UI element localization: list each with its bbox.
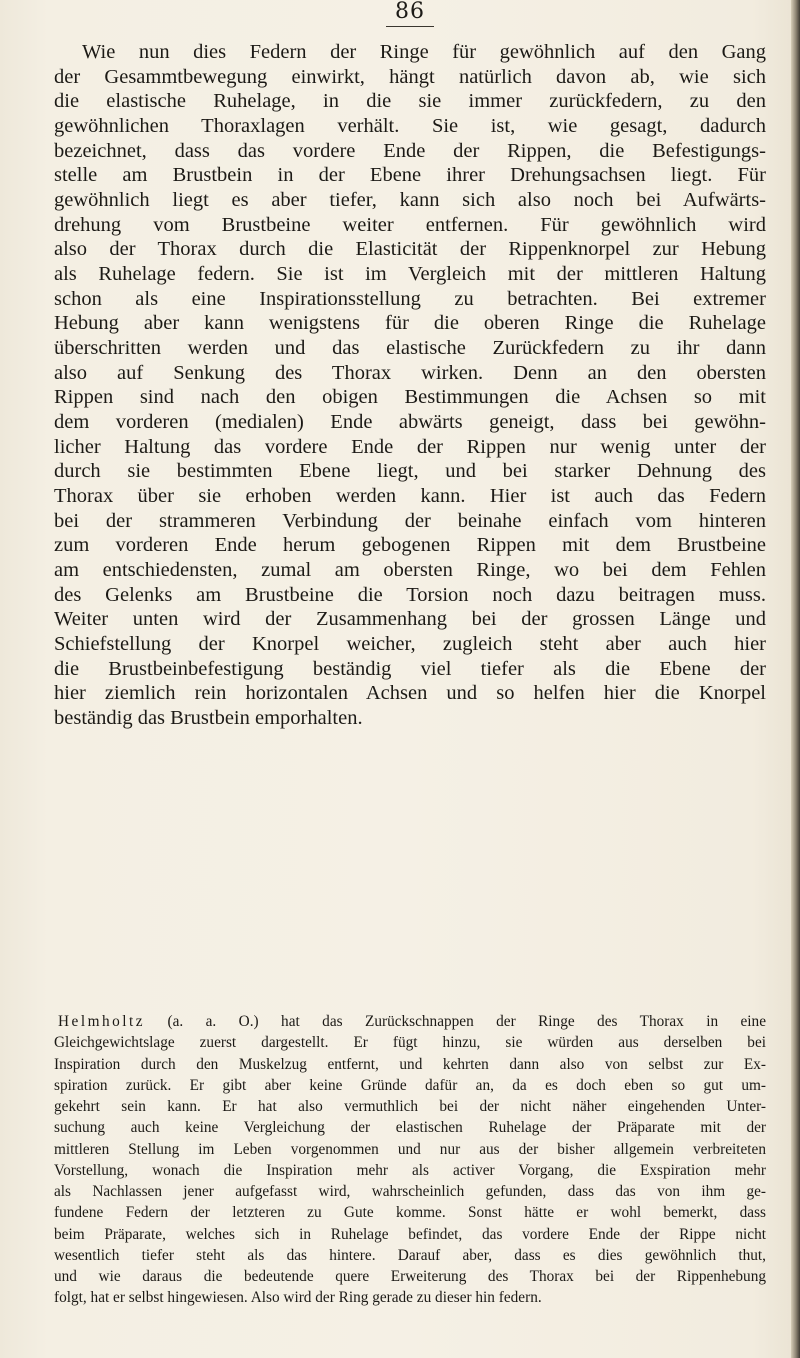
- text-line: beständig das Brustbein emporhalten.: [54, 707, 363, 730]
- note-line: Gleichgewichtslage zuerst dargestellt. Er fügt hinzu, sie würden aus derselben bei: [54, 1034, 766, 1052]
- text-line: die elastische Ruhelage, in die sie immer zurückfedern, zu den: [54, 90, 766, 113]
- text-line: dem vorderen (medialen) Ende abwärts geneigt, dass bei gewöhn-: [54, 411, 766, 434]
- note-author: Helmholtz: [58, 1013, 146, 1030]
- text-line: am entschiedensten, zumal am obersten Ringe, wo bei dem Fehlen: [54, 559, 766, 582]
- text-line: Wie nun dies Federn der Ringe für gewöhnlich auf den Gang: [82, 41, 766, 63]
- text-line: Schiefstellung der Knorpel weicher, zugleich steht aber auch hier: [54, 633, 766, 656]
- text-line: licher Haltung das vordere Ende der Rippen nur wenig unter der: [54, 435, 766, 458]
- text-line: drehung vom Brustbeine weiter entfernen. Für gewöhnlich wird: [54, 213, 766, 236]
- text-line: gewöhnlichen Thoraxlagen verhält. Sie ist, wie gesagt, dadurch: [54, 115, 766, 138]
- footnote-paragraph: [54, 1011, 766, 1309]
- text-line: der Gesammtbewegung einwirkt, hängt natürlich davon ab, wie sich: [54, 65, 766, 88]
- note-line: spiration zurück. Er gibt aber keine Gründe dafür an, da es doch eben so gut um-: [54, 1076, 766, 1094]
- text-line: schon als eine Inspirationsstellung zu betrachten. Bei extremer: [54, 287, 766, 310]
- text-line: Rippen sind nach den obigen Bestimmungen die Achsen so mit: [54, 386, 766, 409]
- text-line: also der Thorax durch die Elasticität der Rippenknorpel zur Hebung: [54, 238, 766, 261]
- page-number-underline: [386, 26, 434, 27]
- text-line: also auf Senkung des Thorax wirken. Denn an den obersten: [54, 361, 766, 384]
- text-line: zum vorderen Ende herum gebogenen Rippen mit dem Brustbeine: [54, 534, 766, 557]
- text-line: die Brustbeinbefestigung beständig viel tiefer als die Ebene der: [54, 657, 766, 680]
- note-line: Vorstellung, wonach die Inspiration mehr als activer Vorgang, die Exspiration mehr: [54, 1161, 766, 1179]
- page-number: 86: [395, 0, 425, 24]
- text-line: des Gelenks am Brustbeine die Torsion noch dazu beitragen muss.: [54, 583, 766, 606]
- note-line: suchung auch keine Vergleichung der elastischen Ruhelage der Präparate mit der: [54, 1119, 766, 1137]
- text-line: bezeichnet, dass das vordere Ende der Rippen, die Befestigungs-: [54, 139, 766, 162]
- note-line: mittleren Stellung im Leben vorgenommen und nur aus der bisher allgemein verbreiteten: [54, 1140, 766, 1158]
- page-edge-shadow: [791, 0, 800, 1358]
- note-line: fundene Federn der letzteren zu Gute komme. Sonst hätte er wohl bemerkt, dass: [54, 1204, 766, 1222]
- text-line: als Ruhelage federn. Sie ist im Vergleich mit der mittleren Haltung: [54, 263, 766, 286]
- text-line: Weiter unten wird der Zusammenhang bei der grossen Länge und: [54, 608, 766, 631]
- text-line: durch sie bestimmten Ebene liegt, und bei starker Dehnung des: [54, 460, 766, 483]
- note-first-line-rest: (a. a. O.) hat das Zurückschnappen der Ringe des Thorax in eine: [145, 1013, 766, 1030]
- note-line: beim Präparate, welches sich in Ruhelage befindet, das vordere Ende der Rippe nicht: [54, 1225, 766, 1243]
- main-paragraph: [54, 40, 766, 731]
- text-line: Hebung aber kann wenigstens für die oberen Ringe die Ruhelage: [54, 312, 766, 335]
- text-line: bei der strammeren Verbindung der beinahe einfach vom hinteren: [54, 509, 766, 532]
- note-line: wesentlich tiefer steht als das hintere. Darauf aber, dass es dies gewöhnlich thut,: [54, 1246, 766, 1264]
- note-first-line: [54, 1011, 766, 1032]
- note-line: folgt, hat er selbst hingewiesen. Also wird der Ring gerade zu dieser hin federn.: [54, 1289, 542, 1307]
- text-line: überschritten werden und das elastische Zurückfedern zu ihr dann: [54, 337, 766, 360]
- note-line: als Nachlassen jener aufgefasst wird, wahrscheinlich gefunden, dass das von ihm ge-: [54, 1183, 766, 1201]
- note-line: gekehrt sein kann. Er hat also vermuthlich bei der nicht näher eingehenden Unter-: [54, 1098, 766, 1116]
- text-line: gewöhnlich liegt es aber tiefer, kann sich also noch bei Aufwärts-: [54, 189, 766, 212]
- note-line: und wie daraus die bedeutende quere Erweiterung des Thorax bei der Rippenhebung: [54, 1268, 766, 1286]
- text-line: stelle am Brustbein in der Ebene ihrer Drehungsachsen liegt. Für: [54, 164, 766, 187]
- text-line: Thorax über sie erhoben werden kann. Hier ist auch das Federn: [54, 485, 766, 508]
- text-line: hier ziemlich rein horizontalen Achsen und so helfen hier die Knorpel: [54, 682, 766, 705]
- note-line: Inspiration durch den Muskelzug entfernt, und kehrten dann also von selbst zur Ex-: [54, 1055, 766, 1073]
